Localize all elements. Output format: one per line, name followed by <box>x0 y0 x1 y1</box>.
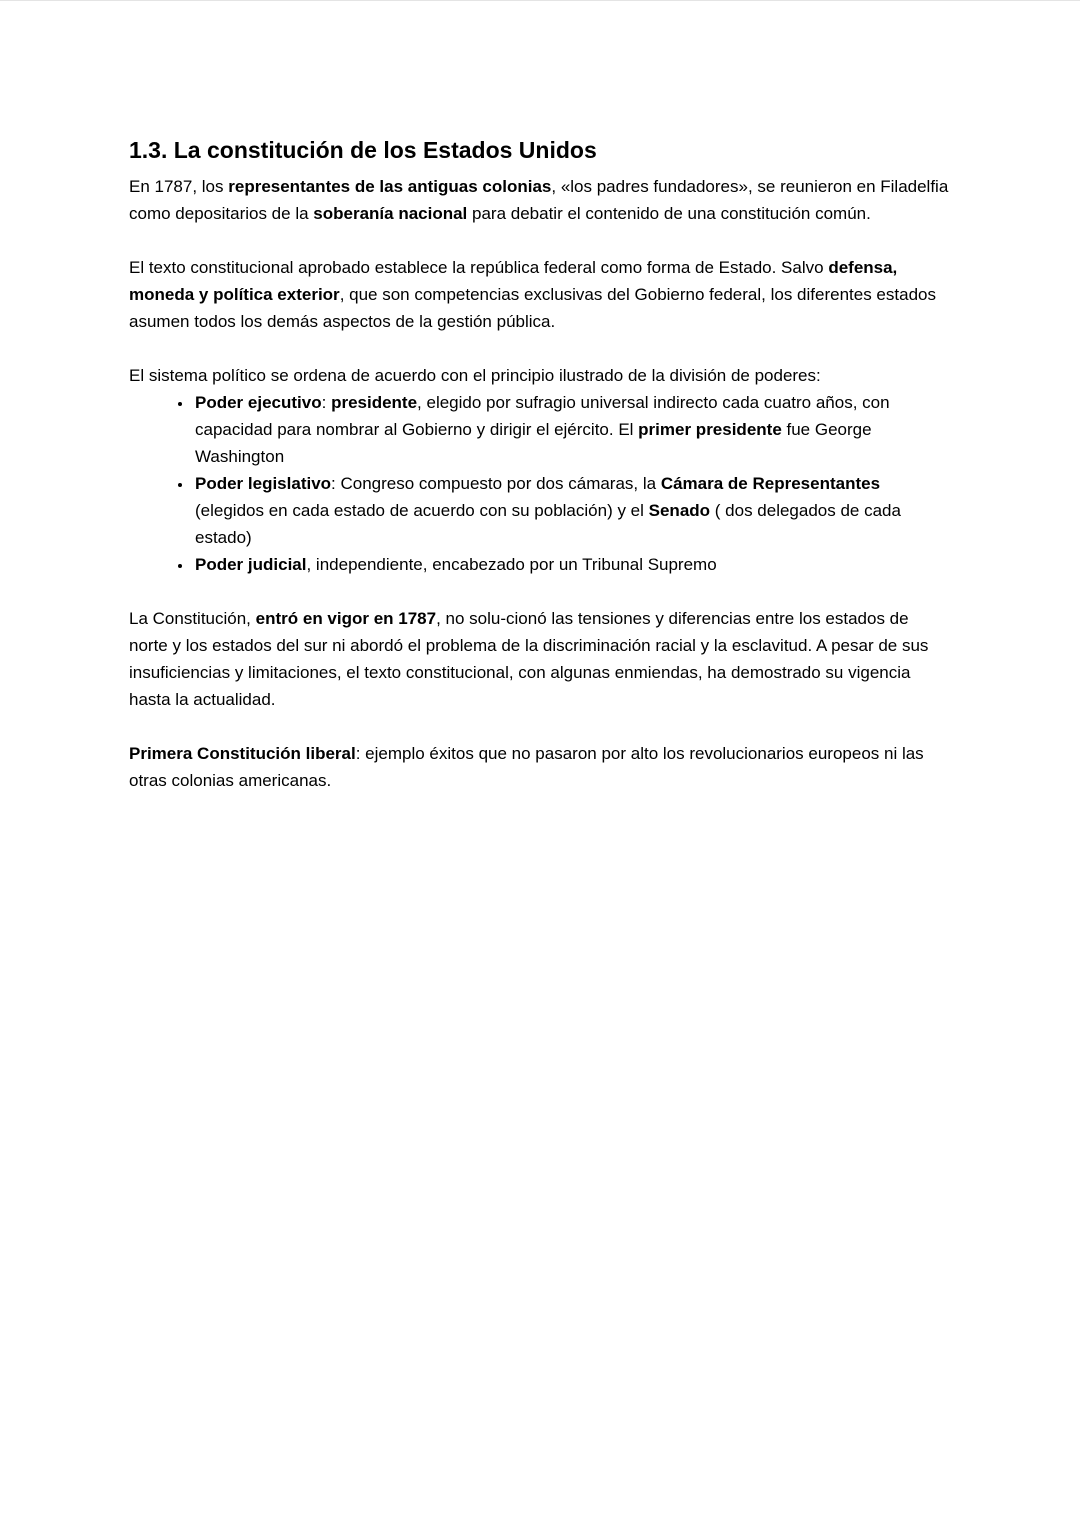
text-segment: , independiente, encabezado por un Tribunal Supremo <box>306 555 717 574</box>
text-segment: ( dos delegados de cada estado) <box>195 501 901 547</box>
text-segment: (elegidos en cada estado de acuerdo con su población) y el <box>195 501 649 520</box>
text-segment: : Congreso compuesto por dos cámaras, la <box>331 474 661 493</box>
bold-text: presidente <box>331 393 418 412</box>
bold-text: Senado <box>648 501 711 520</box>
bold-text: Cámara de Representantes <box>660 474 881 493</box>
text-segment: fue George Washington <box>195 420 872 466</box>
paragraph-primera-constitucion <box>129 740 951 794</box>
text-segment: En 1787, los <box>129 177 229 196</box>
list-item-poder-ejecutivo <box>193 389 951 470</box>
paragraph-texto-constitucional <box>129 254 951 335</box>
bold-text: defensa, moneda y política exterior <box>129 258 898 304</box>
bold-text: Poder legislativo <box>195 474 332 493</box>
text-segment: , elegido por sufragio universal indirecto cada cuatro años, con capacidad para nombrar al Gobierno y dirigir el ejército. El <box>195 393 890 439</box>
text-segment: El texto constitucional aprobado establece la república federal como forma de Estado. Salvo <box>129 258 829 277</box>
text-segment: El sistema político se ordena de acuerdo con el principio ilustrado de la división de poderes: <box>129 366 821 385</box>
bold-text: soberanía nacional <box>313 204 468 223</box>
paragraph-intro <box>129 173 951 227</box>
text-segment: , «los padres fundadores», se reunieron en Filadelfia como depositarios de la <box>129 177 949 223</box>
text-segment: para debatir el contenido de una constitución común. <box>467 204 871 223</box>
list-item-poder-judicial <box>193 551 951 578</box>
bold-text: Primera Constitución liberal <box>129 744 356 763</box>
list-item-poder-legislativo <box>193 470 951 551</box>
bold-text: primer presidente <box>638 420 782 439</box>
paragraph-division-poderes <box>129 362 951 389</box>
text-segment: , que son competencias exclusivas del Gobierno federal, los diferentes estados asumen todos los demás aspectos de la gestión pública. <box>129 285 936 331</box>
text-segment: La Constitución, <box>129 609 256 628</box>
text-segment: : <box>321 393 332 412</box>
bold-text: entró en vigor en 1787 <box>255 609 437 628</box>
bold-text: Poder judicial <box>195 555 307 574</box>
section-heading: 1.3. La constitución de los Estados Unidos <box>129 137 597 163</box>
paragraph-vigencia <box>129 605 951 713</box>
bold-text: Poder ejecutivo <box>195 393 322 412</box>
document-page <box>0 1 1080 861</box>
text-segment: : ejemplo éxitos que no pasaron por alto los revolucionarios europeos ni las otras colonias americanas. <box>129 744 924 790</box>
text-segment: , no solu-cionó las tensiones y diferencias entre los estados de norte y los estados del sur ni abordó el problema de la discriminación racial y la esclavitud. A pesar de sus insuficiencias y limitaciones, el texto constitucional, con algunas enmiendas, ha demostrado su vigencia hasta la actualidad. <box>129 609 929 709</box>
bold-text: representantes de las antiguas colonias <box>228 177 552 196</box>
powers-list <box>129 389 951 578</box>
